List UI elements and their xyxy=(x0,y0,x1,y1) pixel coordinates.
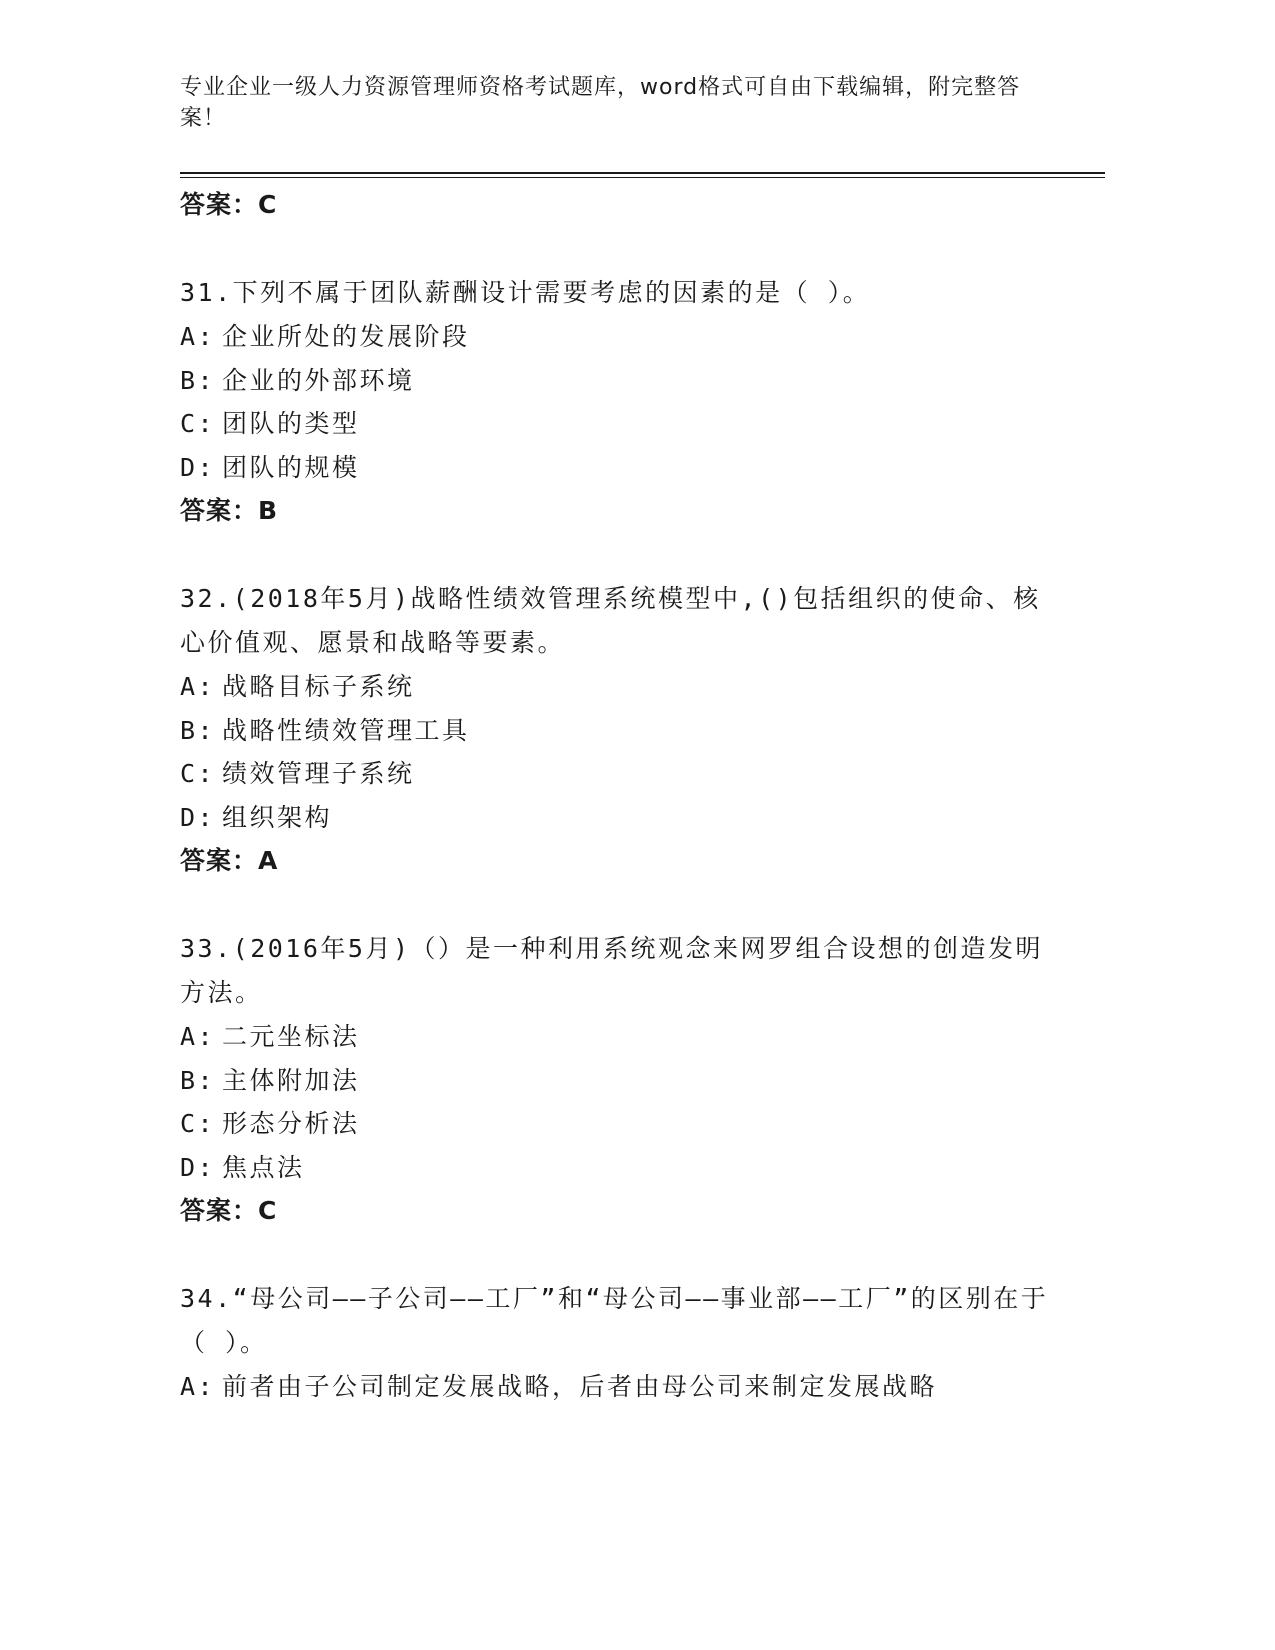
question-33 xyxy=(180,927,1050,1233)
previous-answer: 答案：C xyxy=(180,190,278,219)
option-text: 战略目标子系统 xyxy=(222,672,415,701)
option-b xyxy=(180,1059,1050,1103)
option-a xyxy=(180,1015,1050,1059)
option-a xyxy=(180,1365,1050,1409)
option-text: 主体附加法 xyxy=(222,1065,360,1095)
answer: 答案：B xyxy=(180,496,279,525)
option-text: 企业所处的发展阶段 xyxy=(222,322,470,351)
option-key: A: xyxy=(180,1022,216,1051)
option-key: A: xyxy=(180,672,216,701)
spacer xyxy=(180,533,1050,577)
option-key: C: xyxy=(180,1109,216,1138)
question-stem: 32.(2018年5月)战略性绩效管理系统模型中,()包括组织的使命、核心价值观、愿景和战略等要素。 xyxy=(180,584,1041,657)
page-header: 专业企业一级人力资源管理师资格考试题库，word格式可自由下载编辑，附完整答案！ xyxy=(180,75,1021,131)
option-text: 焦点法 xyxy=(222,1152,305,1182)
option-b xyxy=(180,359,1050,403)
answer: 答案：A xyxy=(180,846,279,875)
question-stem: 34.“母公司——子公司——工厂”和“母公司——事业部——工厂”的区别在于（ ）。 xyxy=(180,1284,1049,1357)
option-key: A: xyxy=(180,1372,216,1401)
option-text: 团队的规模 xyxy=(222,452,360,482)
question-list xyxy=(180,183,1050,1409)
option-a xyxy=(180,665,1050,709)
spacer xyxy=(180,227,1050,271)
option-c xyxy=(180,402,1050,446)
option-text: 战略性绩效管理工具 xyxy=(222,715,470,745)
header-divider-thin xyxy=(180,177,1105,178)
option-key: C: xyxy=(180,759,216,788)
question-32 xyxy=(180,577,1050,883)
option-text: 企业的外部环境 xyxy=(222,365,415,395)
question-stem: 33.(2016年5月)（）是一种利用系统观念来网罗组合设想的创造发明方法。 xyxy=(180,934,1044,1007)
option-text: 形态分析法 xyxy=(222,1109,360,1138)
answer: 答案：C xyxy=(180,1196,278,1225)
option-a xyxy=(180,315,1050,359)
option-text: 二元坐标法 xyxy=(222,1022,360,1051)
option-c xyxy=(180,1102,1050,1146)
option-text: 绩效管理子系统 xyxy=(222,759,415,788)
option-text: 团队的类型 xyxy=(222,409,360,438)
question-34 xyxy=(180,1277,1050,1409)
question-31 xyxy=(180,271,1050,533)
option-key: D: xyxy=(180,802,216,832)
option-c xyxy=(180,752,1050,796)
option-d xyxy=(180,796,1050,840)
option-key: A: xyxy=(180,322,216,351)
question-stem: 31.下列不属于团队薪酬设计需要考虑的因素的是（ ）。 xyxy=(180,278,871,307)
header-divider-thick xyxy=(180,172,1105,174)
option-key: D: xyxy=(180,452,216,482)
option-key: B: xyxy=(180,715,216,745)
option-d xyxy=(180,446,1050,490)
option-text: 前者由子公司制定发展战略，后者由母公司来制定发展战略 xyxy=(222,1372,938,1401)
spacer xyxy=(180,883,1050,927)
option-key: B: xyxy=(180,1065,216,1095)
option-key: D: xyxy=(180,1152,216,1182)
option-key: B: xyxy=(180,365,216,395)
option-key: C: xyxy=(180,409,216,438)
option-d xyxy=(180,1146,1050,1190)
option-text: 组织架构 xyxy=(222,802,333,832)
option-b xyxy=(180,709,1050,753)
spacer xyxy=(180,1233,1050,1277)
